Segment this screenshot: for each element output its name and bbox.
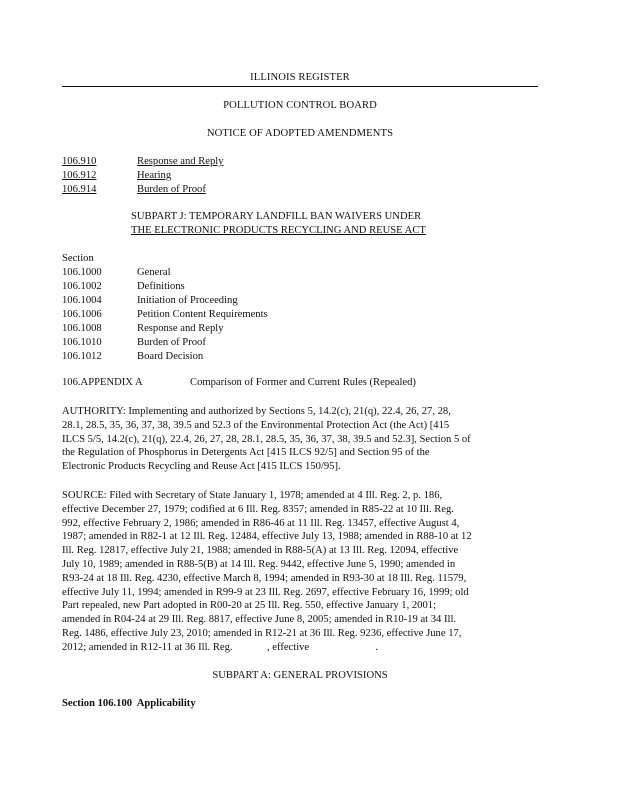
section-list [62,252,268,364]
authority-paragraph [62,405,544,474]
toc-title: Burden of Proof [137,184,206,195]
section-heading: Section 106.100 Applicability [62,698,196,709]
toc-title: Hearing [137,170,172,181]
subpart-j-heading [131,210,551,238]
section-row [62,308,268,322]
source-line: 1987; amended in R82-1 at 12 Ill. Reg. 12484, effective July 13, 1988; amended in R88-10 at 12 [62,531,472,543]
notice-title: NOTICE OF ADOPTED AMENDMENTS [206,128,394,139]
section-title: Response and Reply [137,323,224,334]
subpart-j-line1: SUBPART J: TEMPORARY LANDFILL BAN WAIVERS UNDER [131,211,422,222]
section-title: Definitions [137,281,185,292]
section-title: Board Decision [137,351,204,362]
section-number: 106.1004 [62,295,102,306]
source-line: Reg. 1486, effective July 23, 2010; amended in R12-21 at 36 Ill. Reg. 9236, effective June 17, [62,627,462,639]
source-line: effective December 27, 1979; codified at 6 Ill. Reg. 8357; amended in R85-22 at 10 Ill. Reg. [62,503,454,515]
source-line: 2012; amended in R12-11 at 36 Ill. Reg. , effective . [62,641,378,653]
section-row [62,280,268,294]
section-number: 106.1002 [62,281,102,292]
section-row [62,322,268,336]
authority-line: 28.1, 28.5, 35, 36, 37, 38, 39.5 and 52.3 of the Environmental Protection Act (the Act) [415 [62,419,450,431]
appendix-entry [62,376,416,390]
toc-row [62,169,224,183]
authority-line: the Regulation of Phosphorus in Detergents Act [415 ILCS 92/5] and Section 95 of the [62,447,430,459]
appendix-title: Comparison of Former and Current Rules (Repealed) [190,377,416,388]
source-line: R93-24 at 18 Ill. Reg. 4230, effective March 8, 1994; amended in R93-30 at 18 Ill. Reg. 11579, [62,572,467,584]
subpart-j-line2: THE ELECTRONIC PRODUCTS RECYCLING AND REUSE ACT [131,225,426,236]
source-line: July 10, 1989; amended in R88-5(B) at 14 Ill. Reg. 9442, effective June 5, 1990; amended in [62,558,456,570]
toc-number: 106.914 [62,184,97,195]
appendix-number: 106.APPENDIX A [62,377,143,388]
section-title: Petition Content Requirements [137,309,268,320]
subpart-a-heading: SUBPART A: GENERAL PROVISIONS [212,670,388,681]
toc-title: Response and Reply [137,156,224,167]
board-name: POLLUTION CONTROL BOARD [223,100,377,111]
source-line: amended in R04-24 at 29 Ill. Reg. 8817, effective June 8, 2005; amended in R10-19 at 34 Ill. [62,614,457,626]
section-row [62,350,268,364]
section-row [62,336,268,350]
section-number: 106.1012 [62,351,102,362]
section-number: 106.1006 [62,309,102,320]
section-number: 106.1008 [62,323,102,334]
source-line: Part repealed, new Part adopted in R00-20 at 25 Ill. Reg. 550, effective January 1, 2001; [62,600,437,612]
toc-row [62,183,224,197]
section-row [62,294,268,308]
section-title: Burden of Proof [137,337,206,348]
section-label: Section [62,253,94,264]
toc-top-list [62,155,224,197]
section-title: Initiation of Proceeding [137,295,238,306]
toc-number: 106.912 [62,170,97,181]
toc-number: 106.910 [62,156,97,167]
authority-line: ILCS 5/5, 14.2(c), 21(q), 22.4, 26, 27, 28, 28.1, 28.5, 35, 36, 37, 38, 39.5 and 52.3], Section 5 of [62,433,471,445]
source-line: Ill. Reg. 12817, effective July 21, 1988; amended in R88-5(A) at 13 Ill. Reg. 12094, effective [62,545,459,557]
source-paragraph [62,489,544,655]
source-line: SOURCE: Filed with Secretary of State January 1, 1978; amended at 4 Ill. Reg. 2, p. 186, [62,490,443,501]
section-number: 106.1000 [62,267,102,278]
section-number: 106.1010 [62,337,102,348]
authority-line: Electronic Products Recycling and Reuse Act [415 ILCS 150/95]. [62,461,341,473]
section-title: General [137,267,171,278]
section-row [62,266,268,280]
toc-row [62,155,224,169]
source-line: effective July 11, 1994; amended in R99-9 at 23 Ill. Reg. 2697, effective February 16, 1999; old [62,586,469,598]
authority-line: AUTHORITY: Implementing and authorized by Sections 5, 14.2(c), 21(q), 22.4, 26, 27, 28, [62,406,451,417]
register-header: ILLINOIS REGISTER [62,71,538,87]
source-line: 992, effective February 2, 1986; amended in R86-46 at 11 Ill. Reg. 13457, effective August 4, [62,517,460,529]
